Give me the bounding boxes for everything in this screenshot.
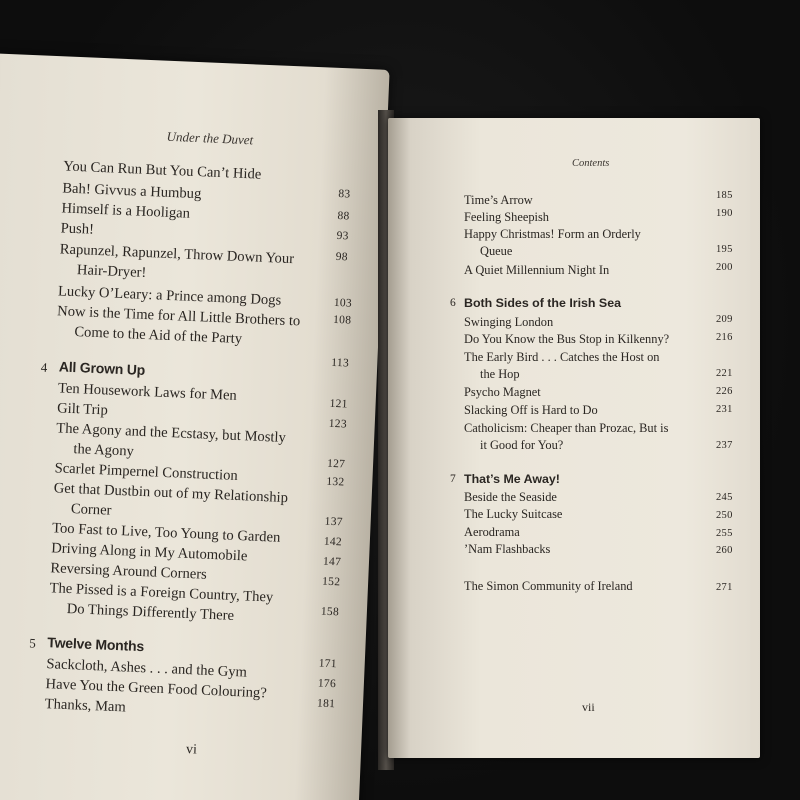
toc-entry-title: A Quiet Millennium Night In (464, 263, 610, 277)
toc-entry-title: Time’s Arrow (464, 193, 533, 207)
toc-entry-title-cont: Come to the Aid of the Party (74, 324, 243, 348)
toc-entry-page: 221 (716, 368, 733, 379)
toc-entry-title: Feeling Sheepish (464, 210, 550, 224)
section-number: 7 (450, 473, 456, 485)
right-running-head: Contents (572, 158, 610, 169)
toc-entry-title: Do You Know the Bus Stop in Kilkenny? (464, 332, 670, 346)
toc-entry-page: 103 (333, 296, 353, 310)
toc-entry-title-cont: Corner (70, 501, 112, 519)
toc-entry-title: Get that Dustbin out of my Relationship (53, 480, 289, 507)
toc-entry-page: 132 (326, 475, 345, 489)
toc-entry-page: 237 (716, 440, 733, 451)
toc-entry-page: 209 (716, 314, 733, 325)
toc-entry-page: 171 (318, 657, 338, 671)
left-running-head: Under the Duvet (166, 128, 254, 148)
section-title: All Grown Up (58, 358, 146, 379)
toc-entry-title: Too Fast to Live, Too Young to Garden (51, 520, 281, 546)
toc-entry-title-cont: Hair-Dryer! (76, 262, 147, 281)
toc-entry-title: Slacking Off is Hard to Do (464, 403, 598, 417)
toc-entry-title: Now is the Time for All Little Brothers to (56, 303, 301, 330)
toc-entry-title-cont: the Hop (480, 367, 520, 381)
toc-entry-title: Ten Housework Laws for Men (57, 380, 238, 404)
toc-entry-page: 93 (336, 229, 349, 243)
toc-entry-title: Catholicism: Cheaper than Prozac, But is (464, 421, 669, 435)
toc-entry-title-cont: Do Things Differently There (66, 600, 235, 624)
toc-entry-page: 255 (716, 528, 733, 539)
toc-entry-title: Himself is a Hooligan (61, 200, 191, 222)
section-title: Both Sides of the Irish Sea (464, 296, 621, 310)
toc-entry-page: 98 (335, 250, 349, 264)
right-folio: vii (582, 700, 595, 714)
toc-entry-title: Psycho Magnet (464, 385, 541, 399)
left-folio: vi (185, 742, 198, 758)
toc-entry-title: The Agony and the Ecstasy, but Mostly (55, 420, 287, 446)
toc-entry-title: Scarlet Pimpernel Construction (54, 460, 239, 484)
toc-entry-title: Lucky O’Leary: a Prince among Dogs (57, 283, 282, 309)
toc-entry-page: 260 (716, 545, 733, 556)
toc-entry-page: 250 (716, 510, 733, 521)
toc-entry-title: You Can Run But You Can’t Hide (62, 158, 262, 183)
left-page (0, 52, 390, 800)
toc-entry-page: 123 (328, 417, 348, 431)
toc-entry-title: Bah! Givvus a Humbug (62, 180, 202, 203)
toc-entry-title: Reversing Around Corners (50, 560, 208, 583)
toc-entry-title: Happy Christmas! Form an Orderly (464, 227, 641, 241)
toc-entry-page: 113 (331, 356, 350, 370)
toc-entry-title: Push! (60, 220, 95, 238)
toc-entry-page: 190 (716, 208, 733, 219)
toc-entry-title-cont: it Good for You? (480, 438, 564, 452)
toc-entry-page: 88 (337, 209, 350, 223)
toc-entry-page: 158 (320, 605, 340, 619)
toc-entry-page: 152 (321, 575, 341, 589)
toc-entry-page: 121 (329, 397, 348, 411)
toc-entry-title: The Pissed is a Foreign Country, They (49, 580, 274, 606)
toc-entry (464, 226, 641, 260)
toc-entry-title: The Lucky Suitcase (464, 507, 563, 521)
toc-entry-page: 108 (332, 313, 352, 327)
section-heading (0, 354, 377, 379)
toc-entry-page: 147 (322, 555, 342, 569)
toc-entry-page: 181 (316, 697, 336, 711)
toc-entry (0, 235, 382, 281)
toc-entry-title-cont: Queue (480, 244, 513, 258)
toc-entry-page: 127 (326, 457, 346, 471)
toc-entry (0, 649, 365, 681)
toc-entry-title: Have You the Green Food Colouring? (45, 676, 268, 702)
section-number: 4 (40, 359, 48, 375)
section-heading (0, 629, 365, 655)
section-number: 6 (450, 297, 456, 309)
toc-entry-title: The Simon Community of Ireland (464, 579, 633, 593)
toc-entry-page: 176 (317, 677, 337, 691)
toc-entry-title: Sackcloth, Ashes . . . and the Gym (46, 656, 248, 681)
toc-entry-title: Gilt Trip (56, 400, 109, 419)
toc-entry-page: 216 (716, 332, 733, 343)
toc-entry-page: 200 (716, 262, 733, 273)
section-number: 5 (29, 635, 37, 651)
toc-entry-title: ’Nam Flashbacks (464, 542, 551, 556)
toc-entry-page: 195 (716, 244, 733, 255)
toc-entry (464, 420, 668, 454)
toc-entry-title: Rapunzel, Rapunzel, Throw Down Your (59, 241, 295, 268)
toc-entry (0, 152, 385, 183)
toc-entry-title: Aerodrama (464, 525, 520, 539)
toc-entry-page: 142 (323, 535, 343, 549)
toc-entry-title: Beside the Seaside (464, 490, 557, 504)
section-title: Twelve Months (47, 634, 145, 655)
toc-entry-page: 271 (716, 582, 733, 593)
toc-entry-page: 137 (324, 515, 344, 529)
toc-entry-page: 245 (716, 492, 733, 503)
toc-entry-title: The Early Bird . . . Catches the Host on (464, 350, 660, 364)
toc-entry-page: 185 (716, 190, 733, 201)
toc-entry-page: 226 (716, 386, 733, 397)
toc-entry-title: Driving Along in My Automobile (50, 540, 248, 565)
toc-entry-page: 83 (338, 187, 351, 201)
toc-entry-page: 231 (716, 404, 733, 415)
toc-entry (464, 349, 659, 383)
toc-entry-title: Swinging London (464, 315, 554, 329)
toc-entry-title-cont: the Agony (73, 441, 135, 460)
toc-entry (0, 214, 383, 243)
section-title: That’s Me Away! (464, 472, 560, 486)
toc-entry-title: Thanks, Mam (44, 696, 127, 716)
